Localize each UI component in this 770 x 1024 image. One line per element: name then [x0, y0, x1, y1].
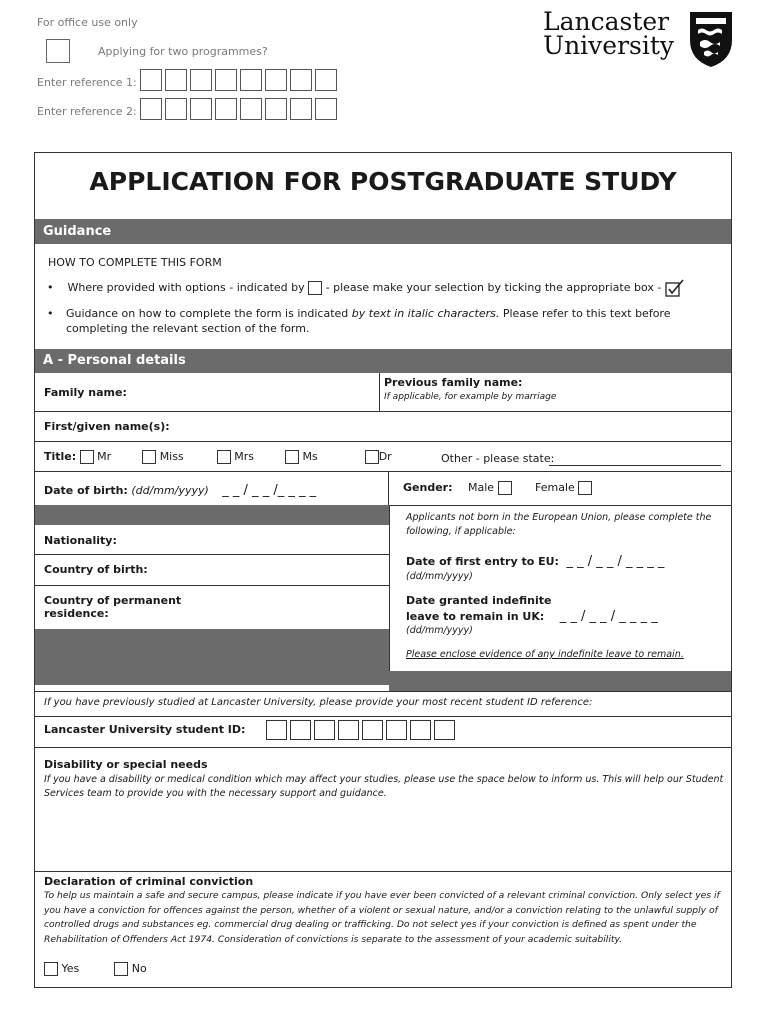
gender-male-label: Male: [467, 481, 495, 494]
title-ms-label: Ms: [302, 450, 318, 463]
ref2-label: Enter reference 2:: [37, 105, 137, 118]
ref2-boxes[interactable]: [140, 98, 340, 120]
title-mrs-label: Mrs: [234, 450, 254, 463]
leave-label-2: leave to remain in UK:: [406, 610, 545, 623]
disability-title: Disability or special needs: [44, 758, 208, 771]
dob-format: (dd/mm/yyyy): [131, 484, 209, 497]
ref1-label: Enter reference 1:: [37, 76, 137, 89]
divider: [35, 691, 731, 692]
gender-label: Gender:: [403, 481, 453, 494]
bullet1-pre: Where provided with options - indicated by: [67, 281, 305, 294]
example-checkbox: [308, 281, 322, 295]
ticked-box-icon: [665, 279, 685, 297]
criminal-text: To help us maintain a safe and secure campus, please indicate if you have ever been convicted of a relevant criminal conviction. Only select yes if you have a conviction for offences against the person, whether of a violent or sexual nature, and/or a conviction relating to the unlawful supply of controlled drugs and substances eg. commercial drug dealing or trafficking. Do not select yes if your conviction is defined as spent under the Rehabilitation of Offenders Act 1974. Consideration of convictions is separate to the assessment of your academic suitability.: [44, 890, 720, 945]
title-miss-label: Miss: [159, 450, 184, 463]
guidance-bullet-1: • Where provided with options - indicated by - please make your selection by ticking the appropriate box -: [47, 279, 685, 297]
disability-text: If you have a disability or medical condition which may affect your studies, please use the space below to inform us. This will help our Student Services team to provide you with the necessary support and guidance.: [44, 774, 724, 799]
nationality-label: Nationality:: [44, 534, 117, 547]
bullet2-pre: Guidance on how to complete the form is indicated: [66, 307, 349, 320]
residence-label-2: residence:: [44, 607, 109, 620]
divider: [35, 871, 731, 872]
student-id-boxes[interactable]: [266, 723, 458, 736]
leave-label-1: Date granted indefinite: [406, 594, 552, 607]
title-mr-label: Mr: [97, 450, 112, 463]
conviction-yes-checkbox[interactable]: [44, 962, 58, 976]
criminal-title: Declaration of criminal conviction: [44, 875, 254, 888]
leave-format: (dd/mm/yyyy): [406, 625, 473, 636]
conviction-no-label: No: [131, 962, 147, 975]
previous-family-name-note: If applicable, for example by marriage: [384, 392, 557, 402]
application-form: [34, 152, 732, 988]
gender-female-label: Female: [535, 481, 575, 494]
two-programmes-label: Applying for two programmes?: [98, 45, 268, 58]
eu-note: Applicants not born in the European Union, please complete the following, if applicable:: [406, 512, 712, 537]
divider: [379, 373, 380, 411]
dob-row: [44, 483, 316, 498]
conviction-options: [44, 962, 147, 976]
form-title: APPLICATION FOR POSTGRADUATE STUDY: [89, 167, 677, 196]
student-id-label: Lancaster University student ID:: [44, 723, 246, 736]
logo-line1: Lancaster: [543, 7, 670, 36]
first-entry-row: [406, 554, 664, 569]
country-of-birth-label: Country of birth:: [44, 563, 148, 576]
personal-details-header: A - Personal details: [35, 349, 731, 373]
previous-study-note: If you have previously studied at Lancaster University, please provide your most recent student ID reference:: [44, 697, 593, 708]
other-title-label: Other - please state:: [441, 452, 555, 465]
first-entry-format: (dd/mm/yyyy): [406, 571, 473, 582]
bullet2-post: Please refer to this text before completing the relevant section of the form.: [66, 307, 671, 335]
gender-row: [403, 481, 592, 495]
residence-label-1: Country of permanent: [44, 594, 182, 607]
logo-line2: University: [543, 31, 675, 60]
university-logo-text: [543, 7, 675, 60]
title-miss-checkbox[interactable]: [142, 450, 156, 464]
dob-label: Date of birth:: [44, 484, 128, 497]
title-dr-checkbox[interactable]: [365, 450, 379, 464]
leave-field[interactable]: _ _ / _ _ / _ _ _ _: [559, 609, 658, 624]
first-names-label: First/given name(s):: [44, 420, 170, 433]
grey-band: [389, 671, 731, 691]
title-ms-checkbox[interactable]: [285, 450, 299, 464]
ref1-boxes[interactable]: [140, 69, 340, 91]
dob-field[interactable]: _ _ / _ _ /_ _ _ _: [222, 483, 317, 498]
divider: [35, 747, 731, 748]
bullet2-italic: by text in italic characters.: [351, 307, 500, 320]
first-entry-field[interactable]: _ _ / _ _ / _ _ _ _: [566, 554, 665, 569]
disability-input-area[interactable]: [44, 805, 720, 867]
first-entry-label: Date of first entry to EU:: [406, 555, 559, 568]
university-crest-icon: [688, 10, 734, 68]
divider: [35, 411, 731, 412]
leave-row: [406, 609, 658, 624]
title-row: [44, 450, 392, 464]
grey-band: [35, 505, 389, 525]
gender-male-checkbox[interactable]: [498, 481, 512, 495]
conviction-no-checkbox[interactable]: [114, 962, 128, 976]
divider: [35, 585, 389, 586]
divider: [389, 505, 390, 671]
title-mrs-checkbox[interactable]: [217, 450, 231, 464]
grey-band: [35, 629, 389, 685]
two-programmes-checkbox[interactable]: [46, 39, 70, 63]
previous-family-name-label: Previous family name:: [384, 376, 523, 389]
guidance-bullet-2: • Guidance on how to complete the form is indicated by text in italic characters. Please refer to this text before completing the relevant section of the form.: [47, 307, 671, 335]
how-to-heading: HOW TO COMPLETE THIS FORM: [48, 256, 222, 269]
family-name-label: Family name:: [44, 386, 127, 399]
student-id-row: [44, 720, 458, 740]
guidance-header: Guidance: [35, 219, 731, 244]
gender-female-checkbox[interactable]: [578, 481, 592, 495]
divider: [35, 554, 389, 555]
evidence-note: Please enclose evidence of any indefinite leave to remain.: [406, 649, 684, 660]
title-dr-label: Dr: [378, 450, 392, 463]
divider: [35, 471, 731, 472]
bullet1-post: - please make your selection by ticking the appropriate box -: [325, 281, 662, 294]
title-label: Title:: [44, 450, 77, 463]
divider: [35, 441, 731, 442]
office-use-title: For office use only: [37, 16, 138, 29]
divider: [35, 716, 731, 717]
conviction-yes-label: Yes: [61, 962, 80, 975]
divider: [388, 471, 389, 505]
other-title-field[interactable]: [549, 465, 721, 466]
title-mr-checkbox[interactable]: [80, 450, 94, 464]
